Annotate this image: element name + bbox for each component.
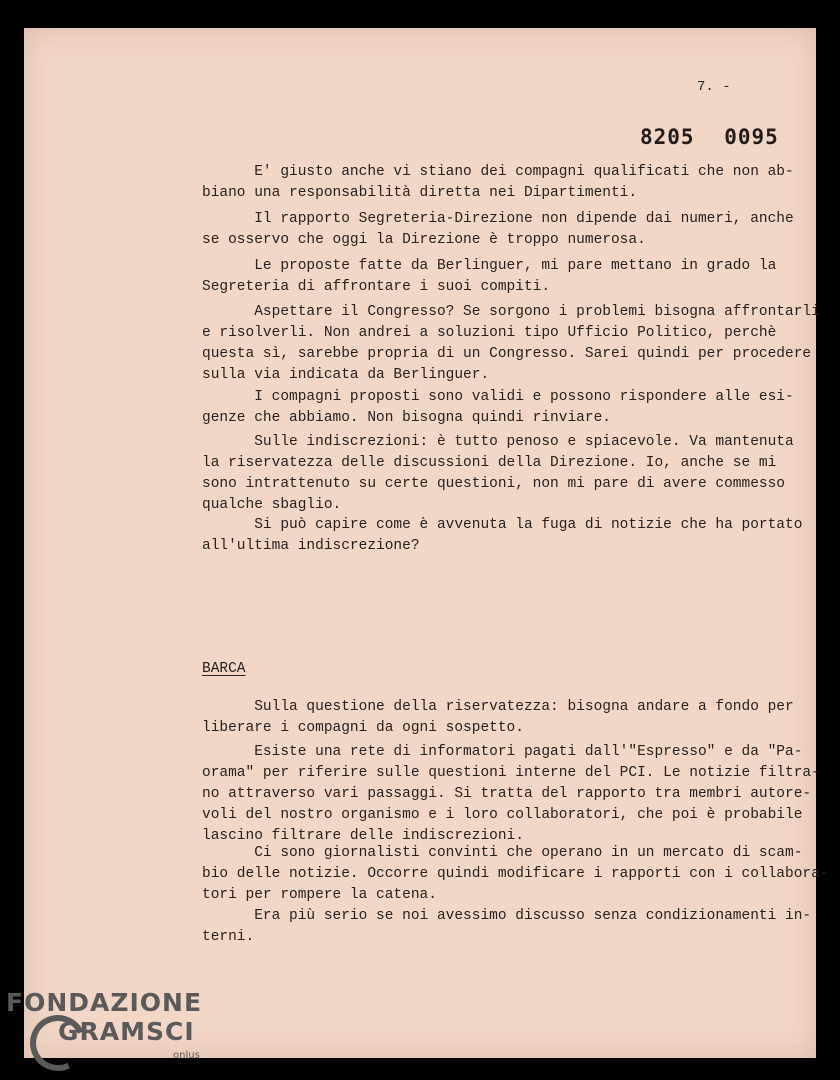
page-number: 7. - [697,79,731,95]
paragraph: Sulle indiscrezioni: è tutto penoso e spiacevole. Va mantenuta la riservatezza delle discussioni della Direzione. Io, anche se mi sono intrattenuto su certe questioni, non mi pare di avere commesso qualche sbaglio. [202,434,794,513]
paragraph: Si può capire come è avvenuta la fuga di notizie che ha portato all'ultima indiscrezione? [202,517,803,554]
watermark-line1: FONDAZIONE [6,988,203,1017]
paragraph: Le proposte fatte da Berlinguer, mi pare mettano in grado la Segreteria di affrontare i suoi compiti. [202,258,777,295]
archive-stamp: 8205 0095 [640,125,779,149]
paragraph: Aspettare il Congresso? Se sorgono i problemi bisogna affrontarli e risolverli. Non andrei a soluzioni tipo Ufficio Politico, perchè questa sì, sarebbe propria di un Congresso. Sarei quindi per procedere sulla via indicata da Berlinguer. [202,304,820,383]
paragraph: Il rapporto Segreteria-Direzione non dipende dai numeri, anche se osservo che oggi la Direzione è troppo numerosa. [202,211,794,248]
watermark [6,988,202,1046]
watermark-line2: GRAMSCI [58,1017,195,1046]
paragraph: Esiste una rete di informatori pagati dall'"Espresso" e da "Pa- orama" per riferire sulle questioni interne del PCI. Le notizie filtra- no attraverso vari passaggi. Si tratta del rapporto tra membri autore- voli del nostro organismo e i loro collaboratori, che poi è probabile lascino filtrare delle indiscrezioni. [202,744,820,844]
paragraph: Era più serio se noi avessimo discusso senza condizionamenti in- terni. [202,908,812,945]
paragraph: Ci sono giornalisti convinti che operano in un mercato di scam- bio delle notizie. Occorre quindi modificare i rapporti con i collabora- tori per rompere la catena. [202,845,829,903]
paragraph: Sulla questione della riservatezza: bisogna andare a fondo per liberare i compagni da ogni sospetto. [202,699,794,736]
speaker-heading: BARCA [202,661,246,677]
paragraph: I compagni proposti sono validi e possono rispondere alle esi- genze che abbiamo. Non bisogna quindi rinviare. [202,389,794,426]
watermark-suffix: onlus [173,1050,200,1061]
paragraph: E' giusto anche vi stiano dei compagni qualificati che non ab- biano una responsabilità diretta nei Dipartimenti. [202,164,794,201]
